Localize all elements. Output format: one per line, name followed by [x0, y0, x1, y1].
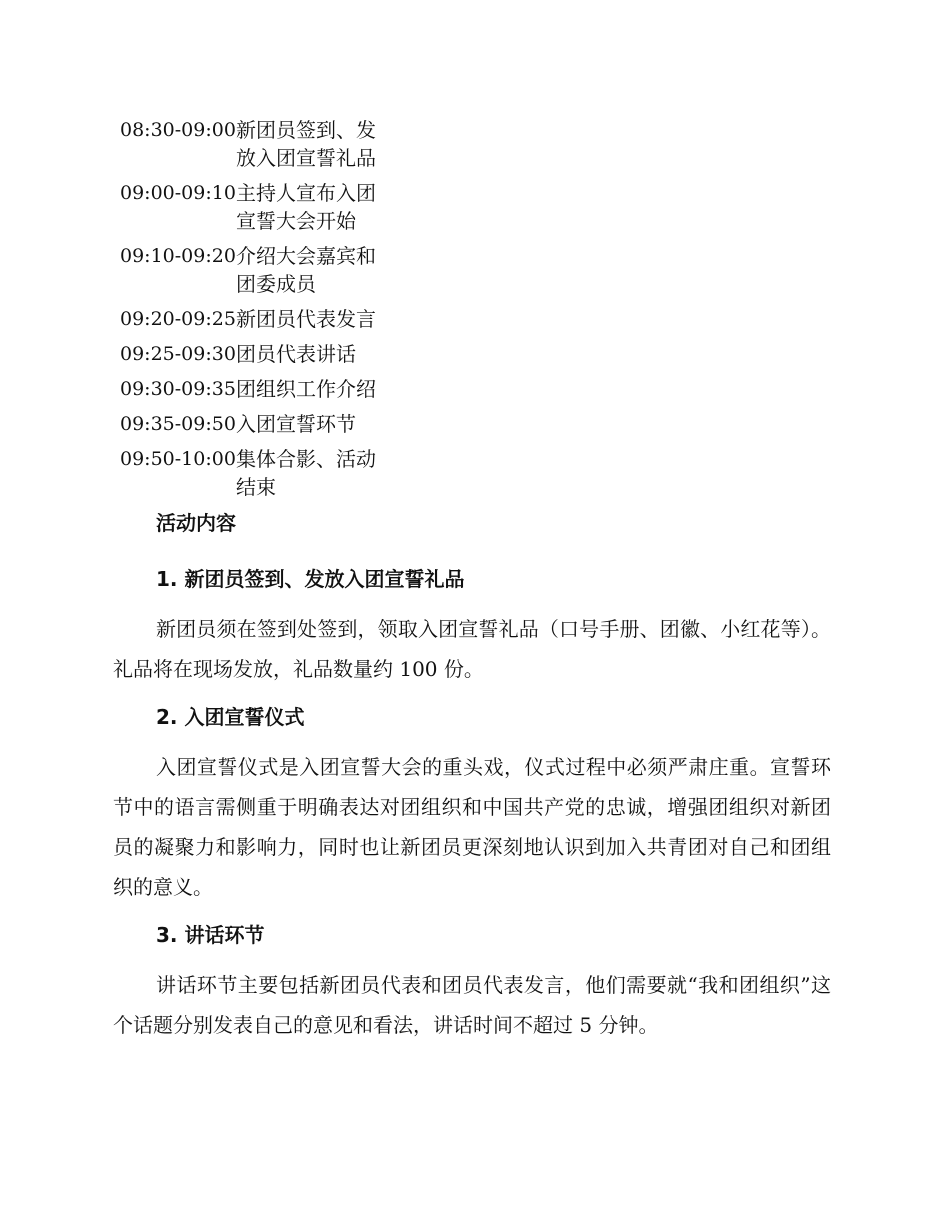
schedule-row: [120, 305, 420, 333]
schedule-row: [120, 375, 420, 403]
section3-text: 讲话环节主要包括新团员代表和团员代表发言，他们需要就“我和团组织”这个话题分别发表自己的意见和看法，讲话时间不超过 5 分钟。: [113, 973, 831, 1037]
schedule-time: 09:00-09:10: [120, 182, 236, 204]
schedule-time: 09:20-09:25: [120, 308, 236, 330]
schedule-time: 09:10-09:20: [120, 245, 236, 267]
section1-heading: 1. 新团员签到、发放入团宣誓礼品: [156, 567, 465, 591]
schedule-row: [120, 179, 420, 235]
schedule-event: 团员代表讲话: [236, 342, 356, 366]
schedule-time: 09:25-09:30: [120, 343, 236, 365]
schedule-time: 09:35-09:50: [120, 413, 236, 435]
schedule-time: 09:30-09:35: [120, 378, 236, 400]
section2-heading: 2. 入团宣誓仪式: [156, 705, 305, 729]
schedule-event: 介绍大会嘉宾和团委成员: [236, 244, 376, 296]
schedule-event: 新团员签到、发放入团宣誓礼品: [236, 118, 376, 170]
schedule-table: [120, 116, 420, 508]
schedule-time: 09:50-10:00: [120, 448, 236, 470]
section2-text: 入团宣誓仪式是入团宣誓大会的重头戏，仪式过程中必须严肃庄重。宣誓环节中的语言需侧重于明确表达对团组织和中国共产党的忠诚，增强团组织对新团员的凝聚力和影响力，同时也让新团员更深刻地认识到加入共青团对自己和团组织的意义。: [113, 755, 831, 899]
section1-text: 新团员须在签到处签到，领取入团宣誓礼品（口号手册、团徽、小红花等）。礼品将在现场发放，礼品数量约 100 份。: [113, 617, 831, 681]
section3-heading: 3. 讲话环节: [156, 923, 265, 947]
schedule-event: 团组织工作介绍: [236, 377, 376, 401]
schedule-row: [120, 445, 420, 501]
schedule-row: [120, 410, 420, 438]
content-body: [113, 509, 831, 1045]
schedule-row: [120, 116, 420, 172]
schedule-event: 主持人宣布入团宣誓大会开始: [236, 181, 376, 233]
schedule-event: 入团宣誓环节: [236, 412, 356, 436]
schedule-time: 08:30-09:00: [120, 119, 236, 141]
schedule-row: [120, 340, 420, 368]
content-title: 活动内容: [156, 511, 236, 535]
schedule-row: [120, 242, 420, 298]
schedule-event: 集体合影、活动结束: [236, 447, 376, 499]
schedule-event: 新团员代表发言: [236, 307, 376, 331]
